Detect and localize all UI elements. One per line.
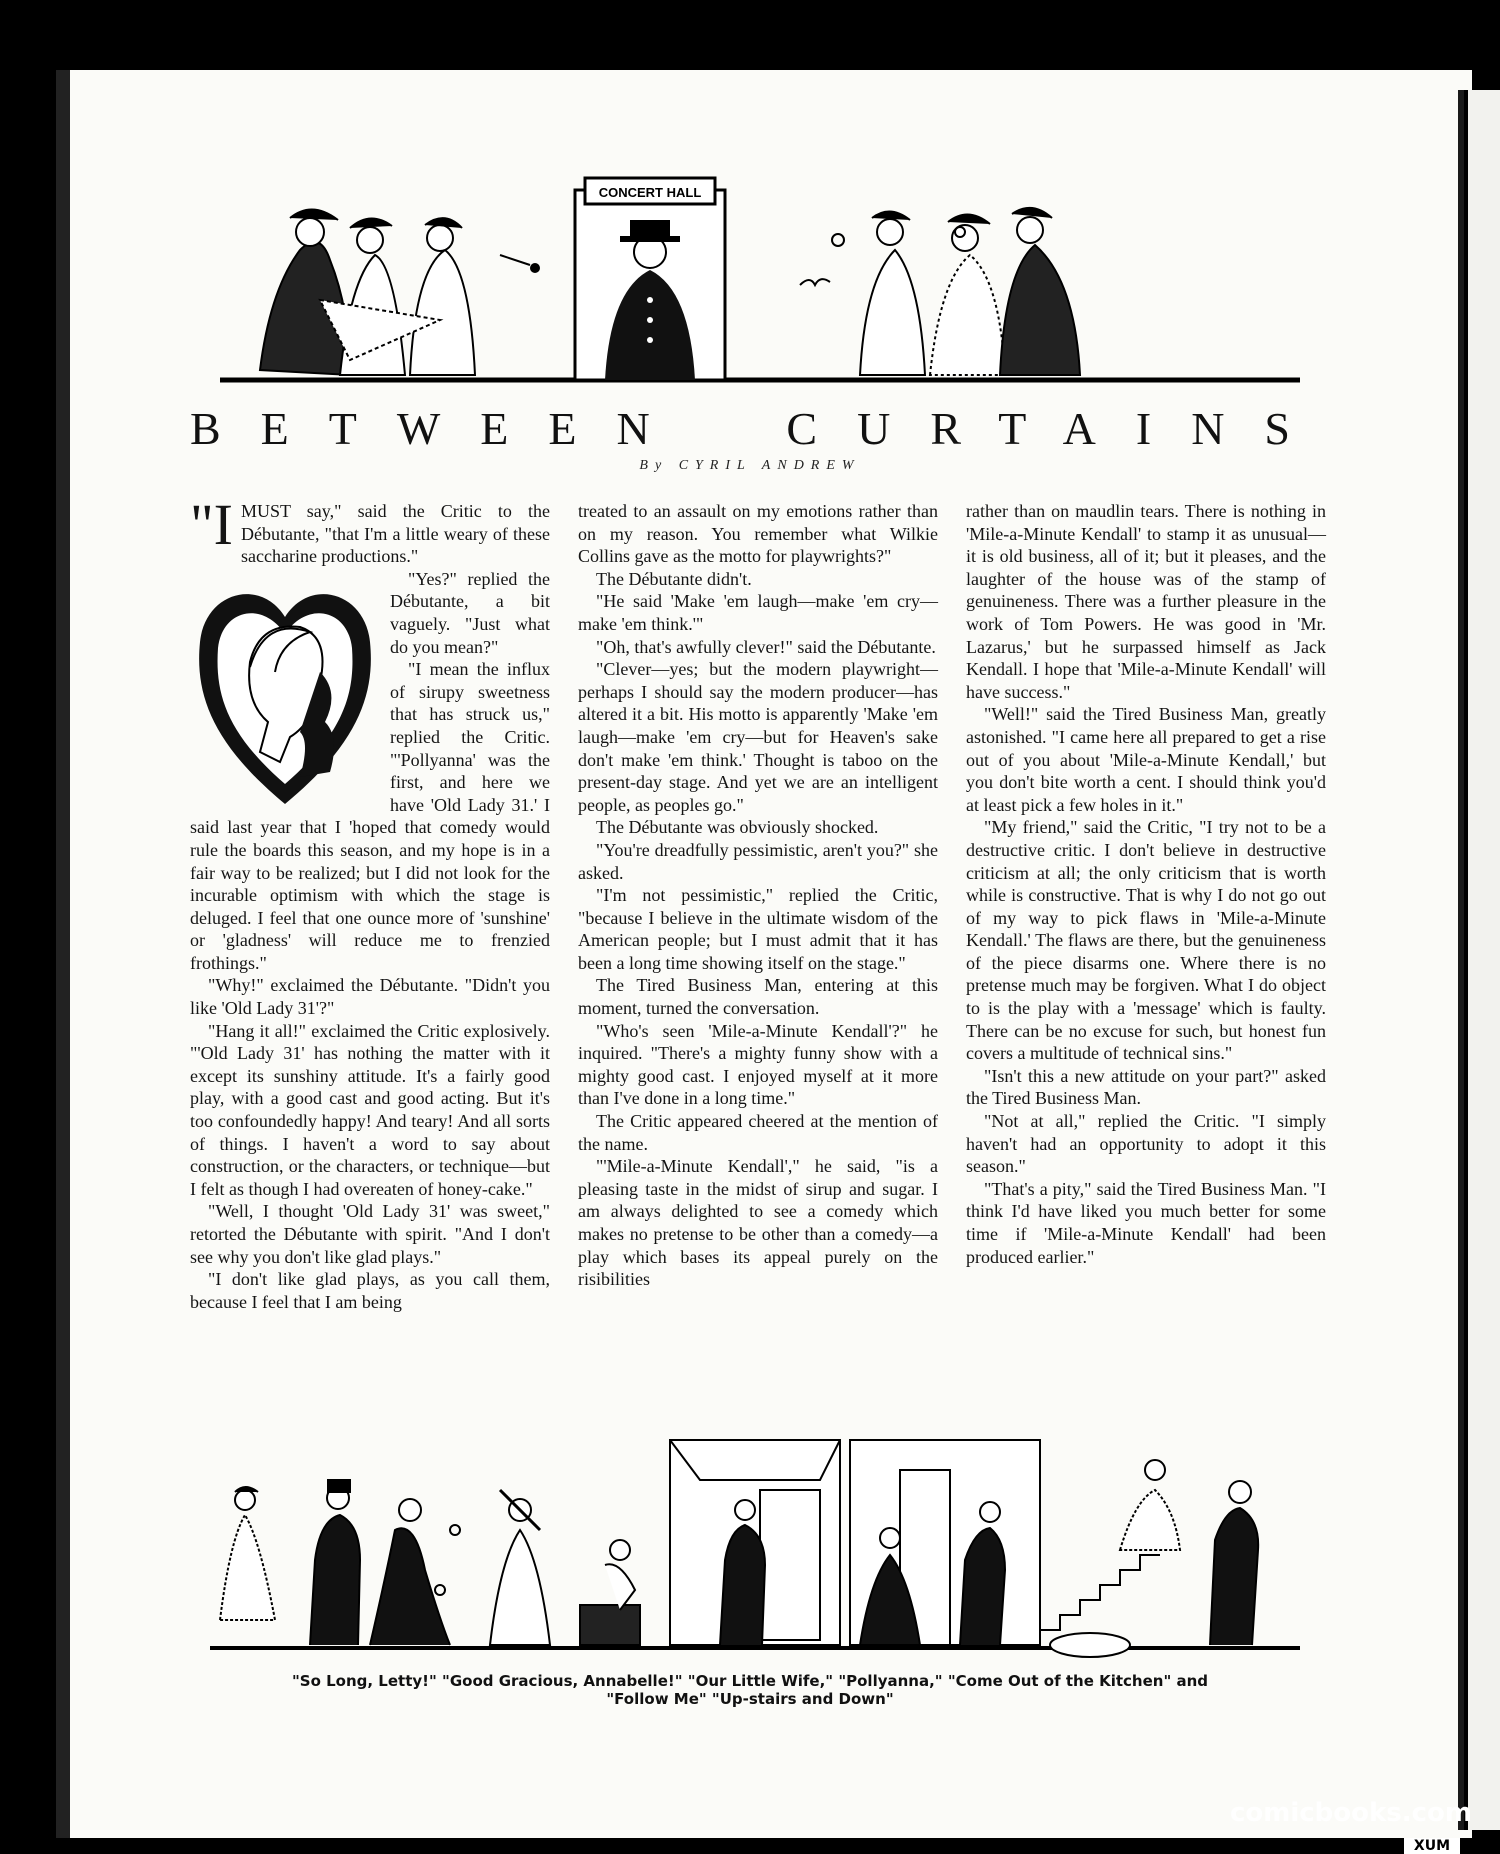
paragraph: "Who's seen 'Mile-a-Minute Kendall'?" he inquired. "There's a mighty funny show with a mighty good cast. I enjoyed myself at it more than I've done in a long time." xyxy=(578,1020,938,1109)
paragraph: The Débutante didn't. xyxy=(596,568,752,589)
heart-portrait-image xyxy=(190,572,380,812)
article-title: BETWEEN CURTAINS xyxy=(190,403,1330,454)
facing-page-edge xyxy=(1458,90,1500,1830)
paragraph: The Débutante was obviously shocked. xyxy=(596,817,879,838)
paragraph: "Oh, that's awfully clever!" said the Débutante. xyxy=(596,636,936,657)
paragraph: "Isn't this a new attitude on your part?" asked the Tired Business Man. xyxy=(966,1065,1326,1109)
paragraph: "Why!" exclaimed the Débutante. "Didn't you like 'Old Lady 31'?" xyxy=(190,975,550,1019)
paragraph: "Not at all," replied the Critic. "I simply haven't had an opportunity to adopt it this season." xyxy=(966,1111,1326,1177)
top-illustration xyxy=(200,170,1310,390)
drop-cap: "I xyxy=(190,492,233,557)
paragraph: "I mean the influx of sirupy sweetness that has struck us," replied the Critic. "'Pollyanna' was the first, and here we have 'Old Lady 31.' I said last year that I 'hoped that comedy would rule the boards this season, and my hope is in a fair way to be realized; but I did not look for the incurable optimism with which the stage is deluged. I feel that one ounce more of 'sunshine' or 'gladness' will reduce me to frenzied frothings." xyxy=(190,659,550,973)
paragraph: treated to an assault on my emotions rather than on my reason. You remember what Wilkie Collins gave as the motto for playwrights?" xyxy=(578,501,938,567)
paragraph: "He said 'Make 'em laugh—make 'em cry—make 'em think.'" xyxy=(578,591,938,634)
article-byline: By CYRIL ANDREW xyxy=(639,458,861,473)
paragraph: "Well!" said the Tired Business Man, greatly astonished. "I came here all prepared to get a rise out of you about 'Mile-a-Minute Kendall,' but you don't bite worth a cent. I should think you'd at least pick a few holes in it." xyxy=(966,704,1326,815)
paragraph: "My friend," said the Critic, "I try not to be a destructive critic. I don't believe in destructive criticism at all; the only criticism that is worth while is constructive. That is why I do not go out of my way to pick flaws in 'Mile-a-Minute Kendall.' The flaws are there, but the genuineness of the piece disarms one. Where there is no pretense much may be forgiven. What I do object to is the play with a 'message' which is faulty. There can be no excuse for such, but honest fun covers a multitude of technical sins." xyxy=(966,817,1326,1064)
paragraph: "I don't like glad plays, as you call them, because I feel that I am being xyxy=(190,1269,550,1312)
caption-line-2: "Follow Me" "Up-stairs and Down" xyxy=(606,1690,894,1708)
paragraph: The Critic appeared cheered at the mention of the name. xyxy=(578,1111,938,1154)
corner-tag: XUM xyxy=(1404,1838,1460,1854)
text-column-1 xyxy=(190,492,550,1313)
paragraph: The Tired Business Man, entering at this moment, turned the conversation. xyxy=(578,975,938,1019)
paragraph: "Yes?" replied the Débutante, a bit vaguely. "Just what do you mean?" xyxy=(390,568,550,657)
paragraph: "'Mile-a-Minute Kendall'," he said, "is a pleasing taste in the midst of sirup and sugar. I am always delighted to see a comedy which makes no pretense to be other than a comedy—a play which bases its appeal purely on the risibilities xyxy=(578,1156,938,1290)
paragraph: MUST say," said the Critic to the Débutante, "that I'm a little weary of these saccharine productions." xyxy=(241,501,550,567)
concert-hall-sign: CONCERT HALL xyxy=(598,185,702,200)
watermark: comicbooks.com xyxy=(1229,1798,1472,1828)
paragraph: "Well, I thought 'Old Lady 31' was sweet," retorted the Débutante with spirit. "And I don't see why you don't like glad plays." xyxy=(190,1201,550,1267)
text-column-2 xyxy=(578,500,938,1291)
paragraph: "Hang it all!" exclaimed the Critic explosively. "'Old Lady 31' has nothing the matter with it except its sunshiny attitude. It's a fairly good play, with a good cast and good acting. But it's too confoundedly happy! And teary! And all sorts of things. I haven't a word to say about construction, or the characters, or technique—but I felt as though I had overeaten of honey-cake." xyxy=(190,1020,550,1199)
text-column-3 xyxy=(966,500,1326,1268)
illustration-caption xyxy=(200,1672,1300,1708)
bottom-illustration xyxy=(200,1420,1310,1660)
paragraph: rather than on maudlin tears. There is nothing in 'Mile-a-Minute Kendall' to stamp it as unusual—it is old business, all of it; but it pleases, and the laughter of the house was of the stamp of genuineness. There was a further pleasure in the work of Tom Powers. He was good in 'Mr. Lazarus,' but he surpassed himself as Jack Kendall. I hope that 'Mile-a-Minute Kendall' will have success." xyxy=(966,501,1326,702)
caption-line-1: "So Long, Letty!" "Good Gracious, Annabelle!" "Our Little Wife," "Pollyanna," "Come Out of the Kitchen" and xyxy=(291,1672,1209,1690)
paragraph: "You're dreadfully pessimistic, aren't you?" she asked. xyxy=(578,839,938,883)
paragraph: "I'm not pessimistic," replied the Critic, "because I believe in the ultimate wisdom of the American people; but I must admit that it has been a long time showing itself on the stage." xyxy=(578,885,938,973)
paragraph: "That's a pity," said the Tired Business Man. "I think I'd have liked you much better for some time if 'Mile-a-Minute Kendall' had been produced earlier." xyxy=(966,1178,1326,1267)
paragraph: "Clever—yes; but the modern playwright—perhaps I should say the modern producer—has altered it a bit. His motto is apparently 'Make 'em laugh—make 'em cry—but for Heaven's sake don't make 'em think.' Thought is taboo on the present-day stage. And yet we are an intelligent people, as peoples go." xyxy=(578,659,938,815)
